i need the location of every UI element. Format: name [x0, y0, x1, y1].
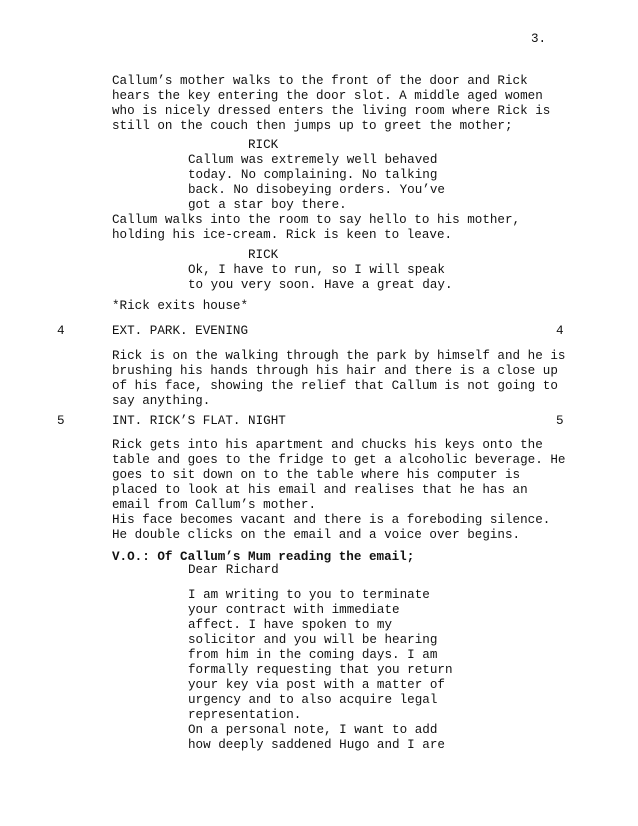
- scene-heading-5: INT. RICK’S FLAT. NIGHT: [112, 414, 286, 428]
- scene-number-right-4: 4: [556, 324, 564, 338]
- dialogue-rick-2: Ok, I have to run, so I will speak to you very soon. Have a great day.: [188, 263, 453, 292]
- scene-heading-4: EXT. PARK. EVENING: [112, 324, 249, 338]
- voice-over-label: V.O.: Of Callum’s Mum reading the email;: [112, 550, 415, 564]
- scene-number-left-5: 5: [57, 414, 65, 428]
- dialogue-rick-1: Callum was extremely well behaved today. No complaining. No talking back. No disobeying orders. You’ve got a star boy there.: [188, 153, 445, 212]
- action-paragraph-6: His face becomes vacant and there is a foreboding silence. He double clicks on the email and a voice over begins.: [112, 513, 551, 542]
- character-name-rick-1: RICK: [248, 138, 279, 152]
- page-number: 3.: [531, 32, 547, 46]
- action-paragraph-4: Rick is on the walking through the park by himself and he is brushing his hands through his hair and there is a close up of his face, showing the relief that Callum is not going to say anything.: [112, 349, 566, 408]
- dialogue-email-greeting: Dear Richard: [188, 563, 279, 577]
- action-paragraph-1: Callum’s mother walks to the front of the door and Rick hears the key entering the door slot. A middle aged women who is nicely dressed enters the living room where Rick is still on the couch then jumps up to greet the mother;: [112, 74, 551, 133]
- dialogue-email-personal-note: On a personal note, I want to add how deeply saddened Hugo and I are: [188, 723, 445, 752]
- scene-number-right-5: 5: [556, 414, 564, 428]
- scene-number-left-4: 4: [57, 324, 65, 338]
- action-paragraph-5: Rick gets into his apartment and chucks his keys onto the table and goes to the fridge to get a alcoholic beverage. He goes to sit down on to the table where his computer is placed to look at his email and realises that he has an email from Callum’s mother.: [112, 438, 566, 512]
- dialogue-email-body: I am writing to you to terminate your contract with immediate affect. I have spoken to my solicitor and you will be hearing from him in the coming days. I am formally requesting that you return your key via post with a matter of urgency and to also acquire legal representation.: [188, 588, 453, 722]
- character-name-rick-2: RICK: [248, 248, 279, 262]
- action-paragraph-2: Callum walks into the room to say hello to his mother, holding his ice-cream. Rick is keen to leave.: [112, 213, 521, 242]
- action-paragraph-3: *Rick exits house*: [112, 299, 249, 313]
